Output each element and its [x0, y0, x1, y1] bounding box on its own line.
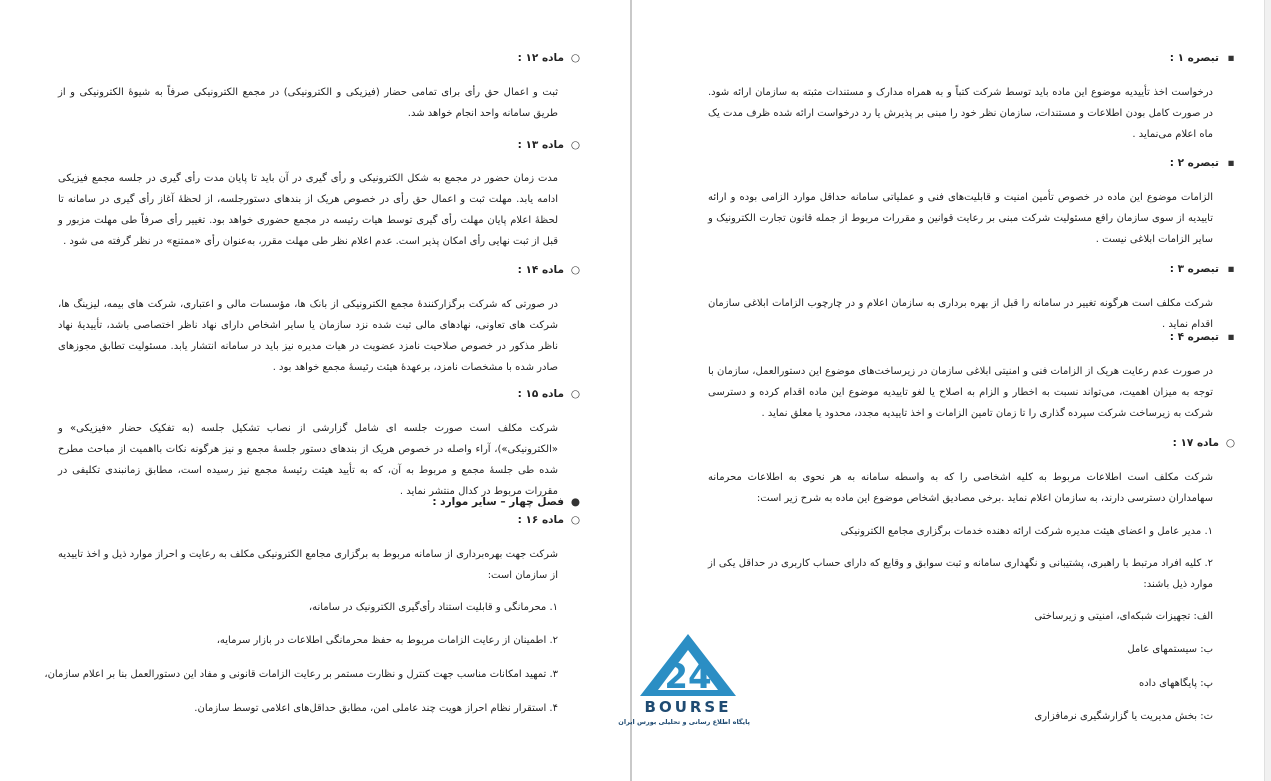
- chapter-4-heading: ● فصل چهار – سایر موارد :: [432, 494, 580, 511]
- article-15-heading: ○ ماده ۱۵ :: [518, 386, 580, 403]
- article-16-heading: ○ ماده ۱۶ :: [518, 512, 580, 529]
- article-12-text: ثبت و اعمال حق رأی برای تمامی حضار (فیزیکی و الکترونیکی) در مجمع الکترونیکی صرفاً به شیوۀ الکترونیکی و از طریق سامانه واحد انجام خواهد شد.: [58, 87, 558, 119]
- logo-subtitle: پایگاه اطلاع رسانی و تحلیلی بورس ایران: [618, 718, 750, 726]
- article-15-text: شرکت مکلف است صورت جلسه ای شامل گزارشی از نصاب تشکیل جلسه (به تفکیک حضار «فیزیکی» و «الکترونیکی»)، آراء واصله در خصوص هریک از بندهای دستور جلسۀ مجمع و نیز هرگونه نکات بااهمیت از مباحث مطرح شده طی جلسۀ مجمع و مربوط به آن، که به تأیید هیئت رئیسۀ مجمع نیز رسیده است، مطابق زمانبندی تکلیفی در مقررات مربوط در کدال منتشر نماید .: [58, 423, 558, 497]
- article-17-item-1: ۱. مدیر عامل و اعضای هیئت مدیره شرکت ارائه دهنده خدمات برگزاری مجامع الکترونیکی: [840, 526, 1213, 537]
- bourse24-logo: [618, 628, 752, 740]
- triangle-logo-icon: [632, 628, 744, 700]
- circle-bullet-icon: ○: [570, 52, 580, 64]
- scrollbar[interactable]: [1264, 0, 1271, 781]
- article-17-sub-item: ب: سیستمهای عامل: [1127, 644, 1213, 655]
- square-bullet-icon: ▪: [1227, 157, 1235, 169]
- logo-numeral: 24: [664, 657, 712, 697]
- circle-bullet-icon: ○: [570, 388, 580, 400]
- circle-bullet-icon: ○: [570, 514, 580, 526]
- article-16-item: ۲. اطمینان از رعایت الزامات مربوط به حفظ محرمانگی اطلاعات در بازار سرمایه،: [216, 635, 558, 646]
- article-14-text: در صورتی که شرکت برگزارکنندۀ مجمع الکترونیکی از بانک ها، مؤسسات مالی و اعتباری، شرکت های بیمه، لیزینگ ها، شرکت های تعاونی، نهادهای مالی ثبت شده نزد سازمان یا سایر اشخاص دارای نهاد ناظر اختصاصی باشد، تأییدیۀ نهاد ناظر مذکور در خصوص صلاحیت نامزد عضویت در هیات مدیره نیز باید در سامانه انتشار یابد. مسئولیت تطابق مجوزهای صادر شده با مشخصات نامزد، برعهدۀ هیئت رئیسۀ مجمع خواهد بود .: [58, 299, 558, 373]
- article-12-heading: ○ ماده ۱۲ :: [518, 50, 580, 67]
- note-3-heading: ▪ تبصره ۳ :: [1170, 261, 1235, 278]
- article-17-heading: ○ ماده ۱۷ :: [1173, 435, 1235, 452]
- note-1-text: درخواست اخذ تأییدیه موضوع این ماده باید توسط شرکت کتباً و به همراه مدارک و مستندات مثبته به سازمان ارائه شود. در صورت کامل بودن اطلاعات و مستندات، سازمان نظر خود را مبنی بر پذیرش یا رد درخواست ارائه شده ظرف مدت یک ماه اعلام می‌نماید .: [708, 87, 1213, 140]
- article-17-item-2: ۲. کلیه افراد مرتبط با راهبری، پشتیبانی و نگهداری سامانه و ثبت سوابق و وقایع که دارای حساب کاربری در حداقل یکی از موارد ذیل باشند:: [708, 558, 1213, 590]
- article-16-intro: شرکت جهت بهره‌برداری از سامانه مربوط به برگزاری مجامع الکترونیکی مکلف به رعایت و احراز موارد ذیل و اخذ تاییدیه از سازمان است:: [58, 549, 558, 581]
- article-16-item: ۳. تمهید امکانات مناسب جهت کنترل و نظارت مستمر بر رعایت الزامات قانونی و مفاد این دستورالعمل بنا بر اعلام سازمان،: [44, 669, 558, 680]
- article-14-heading: ○ ماده ۱۴ :: [518, 262, 580, 279]
- article-17-sub-item: الف: تجهیزات شبکه‌ای، امنیتی و زیرساختی: [1034, 611, 1213, 622]
- note-3-text: شرکت مکلف است هرگونه تغییر در سامانه را قبل از بهره برداری به سازمان اعلام و در چارچوب الزامات ابلاغی سازمان اقدام نماید .: [708, 298, 1213, 330]
- article-17-sub-item: پ: پایگاههای داده: [1138, 678, 1213, 689]
- note-2-heading: ▪ تبصره ۲ :: [1170, 155, 1235, 172]
- note-2-text: الزامات موضوع این ماده در خصوص تأمین امنیت و قابلیت‌های فنی و عملیاتی سامانه حداقل موارد الزامی بوده و ارائه تاییدیه از سوی سازمان رافع مسئولیت شرکت مبنی بر رعایت قوانین و مقررات مربوط از جمله قانون تجارت الکترونیک و سایر الزامات ابلاغی نیست .: [708, 192, 1213, 245]
- square-bullet-icon: ▪: [1227, 263, 1235, 275]
- article-16-item: ۱. محرمانگی و قابلیت استناد رأی‌گیری الکترونیک در سامانه،: [308, 602, 558, 613]
- note-4-text: در صورت عدم رعایت هریک از الزامات فنی و امنیتی ابلاغی سازمان در زیرساخت‌های موضوع این دستورالعمل، سازمان با توجه به میزان اهمیت، می‌تواند نسبت به اخطار و الزام به اصلاح یا لغو تاییدیه موضوع این ماده اقدام کرده و دسترسی شرکت به زیرساخت شرکت سپرده گذاری را تا زمان تامین الزامات و اخذ تاییدیه مجدد، محدود یا معلق نماید .: [708, 366, 1213, 419]
- filled-bullet-icon: ●: [570, 496, 580, 508]
- note-4-heading: ▪ تبصره ۴ :: [1170, 329, 1235, 346]
- note-1-heading: ▪ تبصره ۱ :: [1170, 50, 1235, 67]
- logo-word: BOURSE: [644, 698, 732, 716]
- circle-bullet-icon: ○: [1225, 437, 1235, 449]
- article-16-item: ۴. استقرار نظام احراز هویت چند عاملی امن، مطابق حداقل‌های اعلامی توسط سازمان.: [194, 703, 558, 714]
- article-13-text: مدت زمان حضور در مجمع به شکل الکترونیکی و رأی گیری در آن باید تا پایان مدت رأی گیری در جلسه مجمع فیزیکی ادامه یابد. مهلت ثبت و اعمال حق رأی در خصوص هریک از بندهای دستورجلسه، از لحظۀ آغاز رأی گیری در سامانه تا لحظۀ اعلام پایان مهلت رأی گیری توسط هیات رئیسه در مجمع حضوری خواهد بود. تغییر رأی صرفاً طی مهلت مزبور و قبل از ثبت نهایی رأی امکان پذیر است. عدم اعلام نظر طی مهلت مقرر، به‌عنوان رأی «ممتنع» در نظر گرفته می شود .: [58, 173, 558, 247]
- left-page: [0, 0, 630, 781]
- square-bullet-icon: ▪: [1227, 52, 1235, 64]
- article-17-sub-item: ت: بخش مدیریت یا گزارشگیری نرمافزاری: [1034, 711, 1213, 722]
- article-13-heading: ○ ماده ۱۳ :: [518, 137, 580, 154]
- square-bullet-icon: ▪: [1227, 331, 1235, 343]
- circle-bullet-icon: ○: [570, 264, 580, 276]
- article-17-intro: شرکت مکلف است اطلاعات مربوط به کلیه اشخاصی را که به واسطه سامانه به هر نحوی به اطلاعات محرمانه سهامداران دسترسی دارند، به سازمان اعلام نماید .برخی مصادیق اشخاص موضوع این ماده به شرح زیر است:: [708, 472, 1213, 504]
- circle-bullet-icon: ○: [570, 139, 580, 151]
